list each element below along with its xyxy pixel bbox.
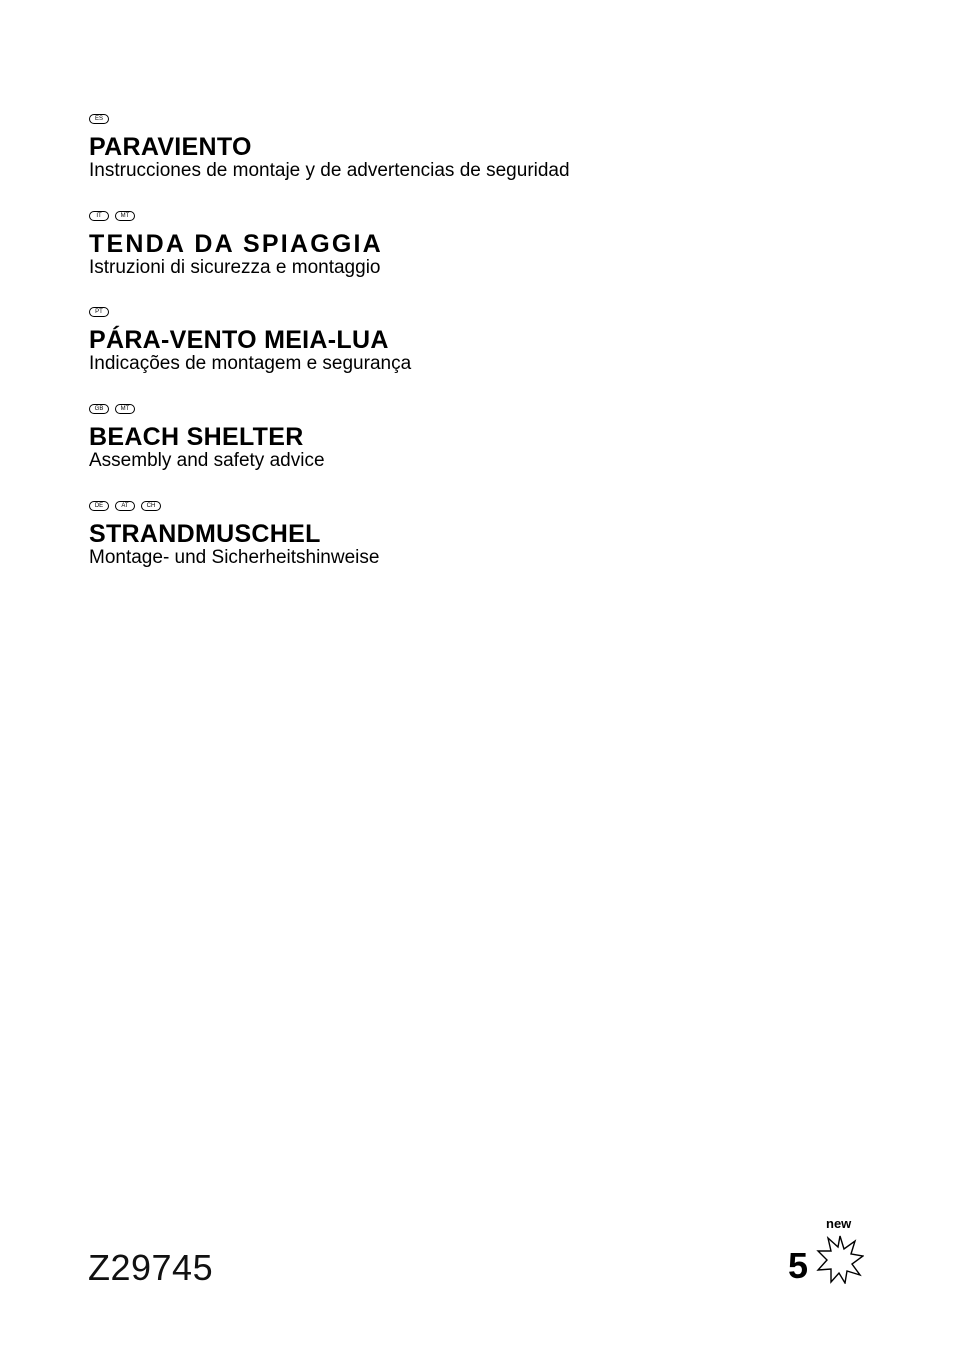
product-title: STRANDMUSCHEL (89, 520, 321, 548)
country-badge-mt: MT (115, 211, 135, 221)
product-title: TENDA DA SPIAGGIA (89, 230, 383, 258)
section-pt (89, 306, 849, 375)
country-badge-de: DE (89, 501, 109, 511)
country-badge-it: IT (89, 211, 109, 221)
country-badge-ch: CH (141, 501, 161, 511)
country-badge-es: ES (89, 114, 109, 124)
product-subtitle: Indicações de montagem e segurança (89, 353, 412, 374)
section-de (89, 500, 849, 569)
star-burst-icon (816, 1234, 864, 1284)
section-gb (89, 403, 849, 472)
section-it (89, 210, 849, 279)
product-title: PARAVIENTO (89, 133, 252, 161)
country-badge-gb: GB (89, 404, 109, 414)
country-badge-pt: PT (89, 307, 109, 317)
model-number: Z29745 (88, 1247, 214, 1288)
product-title: PÁRA-VENTO MEIA-LUA (89, 326, 389, 354)
product-subtitle: Montage- und Sicherheitshinweise (89, 547, 380, 568)
country-badges (89, 210, 849, 222)
product-subtitle: Assembly and safety advice (89, 450, 325, 471)
country-badges (89, 500, 849, 512)
section-es (89, 113, 849, 182)
product-subtitle: Instrucciones de montaje y de advertencias de seguridad (89, 160, 570, 181)
country-badges (89, 306, 849, 318)
new-label: new (826, 1216, 852, 1231)
country-badge-at: AT (115, 501, 135, 511)
country-badges (89, 113, 849, 125)
new-product-logo (788, 1216, 868, 1288)
country-badge-mt: MT (115, 404, 135, 414)
product-title: BEACH SHELTER (89, 423, 304, 451)
product-subtitle: Istruzioni di sicurezza e montaggio (89, 257, 381, 278)
country-badges (89, 403, 849, 415)
logo-number: 5 (788, 1245, 809, 1286)
